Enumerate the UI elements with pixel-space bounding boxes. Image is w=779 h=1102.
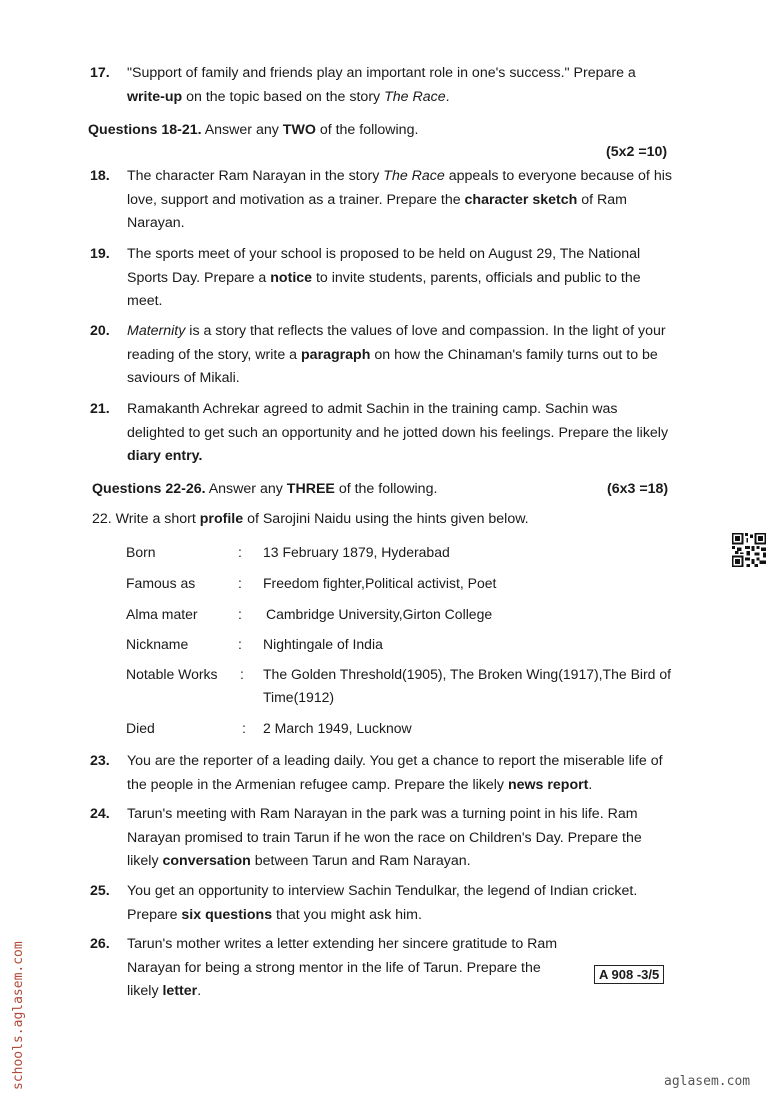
question-number: 24.	[90, 806, 110, 822]
hint-key: Nickname	[126, 636, 189, 652]
hint-key: Born	[126, 544, 156, 560]
question-text: "Support of family and friends play an important role in one's success." Prepare a write-up on the topic based on the story The Race.	[127, 65, 636, 105]
qr-code-icon	[732, 533, 766, 567]
watermark-side: schools.aglasem.com	[11, 941, 26, 1090]
hint-colon: :	[240, 666, 244, 682]
section-marks: (6x3 =18)	[607, 481, 669, 497]
question-number: 20.	[90, 323, 110, 339]
section-header-22-26: Questions 22-26. Answer any THREE of the following.	[92, 481, 438, 497]
question-number: 18.	[90, 168, 110, 184]
section-label: Questions 18-21.	[88, 122, 202, 138]
hint-key: Famous as	[126, 575, 196, 591]
story-title: The Race	[383, 168, 445, 184]
question-22: 22. Write a short profile of Sarojini Naidu using the hints given below.	[92, 511, 529, 527]
hint-colon: :	[238, 575, 242, 591]
hint-key: Notable Works	[126, 666, 218, 682]
story-title: Maternity	[127, 323, 186, 339]
hint-value: Nightingale of India	[263, 636, 383, 652]
task-type: paragraph	[301, 346, 371, 363]
hint-value: Cambridge University,Girton College	[266, 606, 493, 622]
question-number: 19.	[90, 246, 110, 262]
paper-code: A 908 -3/5	[594, 965, 664, 984]
question-text: The character Ram Narayan in the story The Race appeals to everyone because of his love, support and motivation as a trainer. Prepare the character sketch of Ram Narayan.	[127, 168, 672, 231]
hint-key: Alma mater	[126, 606, 198, 622]
question-text: Maternity is a story that reflects the values of love and compassion. In the light of your reading of the story, write a paragraph on how the Chinaman's family turns out to be saviours of Mikali.	[127, 323, 666, 386]
question-number: 26.	[90, 936, 110, 952]
question-text: Tarun's meeting with Ram Narayan in the park was a turning point in his life. Ram Narayan promised to train Tarun if he won the race on Children's Day. Prepare the likely conversation between Tarun and Ram Narayan.	[127, 806, 642, 869]
question-number: 25.	[90, 883, 110, 899]
question-text: You get an opportunity to interview Sachin Tendulkar, the legend of Indian cricket. Prepare six questions that you might ask him.	[127, 883, 638, 923]
story-title: The Race	[384, 88, 446, 105]
hint-key: Died	[126, 720, 155, 736]
task-type: write-up	[127, 88, 183, 105]
hint-value: 2 March 1949, Lucknow	[263, 720, 412, 736]
task-type: diary entry.	[127, 448, 203, 464]
task-type: notice	[270, 269, 313, 286]
hint-colon: :	[238, 544, 242, 560]
task-type: six questions	[181, 906, 273, 923]
watermark-bottom: aglasem.com	[664, 1074, 751, 1089]
task-type: letter	[162, 983, 198, 999]
question-text: You are the reporter of a leading daily. You get a chance to report the miserable life of the people in the Armenian refugee camp. Prepare the likely news report.	[127, 753, 663, 793]
question-number: 17.	[90, 65, 110, 81]
hint-value: 13 February 1879, Hyderabad	[263, 544, 450, 560]
task-type: news report	[507, 776, 589, 793]
section-marks: (5x2 =10)	[606, 144, 668, 160]
question-number: 21.	[90, 401, 110, 417]
question-number: 23.	[90, 753, 110, 769]
task-type: character sketch	[464, 191, 578, 208]
task-type: profile	[199, 511, 244, 527]
hint-colon: :	[238, 606, 242, 622]
hint-colon: :	[242, 720, 246, 736]
section-header-18-21: Questions 18-21. Answer any TWO of the following.	[88, 122, 419, 138]
question-text: Tarun's mother writes a letter extending her sincere gratitude to Ram Narayan for being a strong mentor in the life of Tarun. Prepare the likely letter.	[127, 936, 558, 999]
question-text: Ramakanth Achrekar agreed to admit Sachin in the training camp. Sachin was delighted to get such an opportunity and he jotted down his feelings. Prepare the likely diary entry.	[127, 401, 669, 464]
hint-value: The Golden Threshold(1905), The Broken Wing(1917),The Bird of Time(1912)	[263, 666, 672, 705]
task-type: conversation	[162, 853, 251, 869]
question-text: The sports meet of your school is proposed to be held on August 29, The National Sports Day. Prepare a notice to invite students, parents, officials and public to the meet.	[127, 246, 641, 309]
section-label: Questions 22-26.	[92, 481, 206, 497]
hint-value: Freedom fighter,Political activist, Poet	[263, 575, 497, 591]
hint-colon: :	[238, 636, 242, 652]
